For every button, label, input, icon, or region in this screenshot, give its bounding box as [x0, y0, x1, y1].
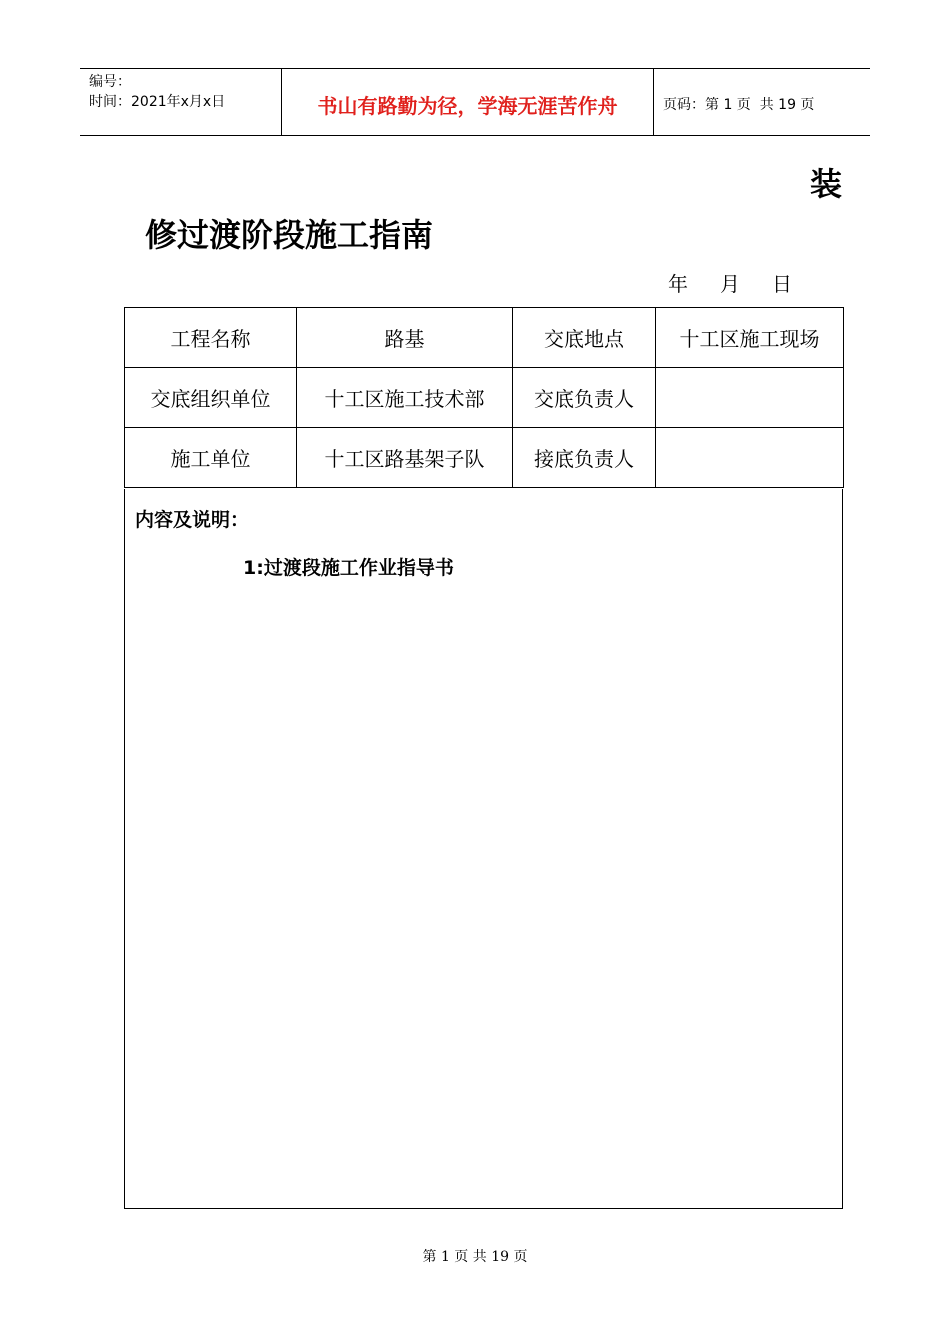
table-cell: 工程名称 [125, 308, 297, 368]
table-row [125, 308, 844, 368]
title-first-char: 装 [809, 165, 842, 203]
header-motto: 书山有路勤为径，学海无涯苦作舟 [281, 69, 654, 135]
table-cell: 十工区施工现场 [656, 308, 844, 368]
table-cell: 施工单位 [125, 428, 297, 488]
page-title: 修过渡阶段施工指南 [145, 216, 434, 254]
table-cell: 十工区施工技术部 [297, 368, 513, 428]
content-section [124, 489, 843, 1209]
footer-page-number: 第 1 页 共 19 页 [422, 1249, 528, 1265]
content-label: 内容及说明： [135, 509, 250, 531]
table-row [125, 428, 844, 488]
content-item: 1:过渡段施工作业指导书 [243, 557, 454, 579]
handover-table [124, 307, 844, 488]
table-cell: 交底组织单位 [125, 368, 297, 428]
number-label: 编号： [89, 74, 131, 90]
date-month: 月 [720, 272, 740, 296]
table-cell: 接底负责人 [513, 428, 656, 488]
date-day: 日 [772, 272, 792, 296]
date-line [668, 270, 792, 298]
table-cell: 交底负责人 [513, 368, 656, 428]
header-page-info [654, 69, 870, 135]
table-cell [656, 428, 844, 488]
table-cell [656, 368, 844, 428]
table-cell: 路基 [297, 308, 513, 368]
date-year: 年 [668, 272, 688, 296]
document-header [80, 68, 870, 136]
table-cell: 十工区路基架子队 [297, 428, 513, 488]
header-meta [80, 69, 281, 135]
page-info-text: 页码：第 1 页 共 19 页 [663, 97, 815, 113]
table-cell: 交底地点 [513, 308, 656, 368]
table-row [125, 368, 844, 428]
time-label: 时间：2021年x月x日 [89, 94, 226, 110]
page-footer [0, 1246, 950, 1266]
